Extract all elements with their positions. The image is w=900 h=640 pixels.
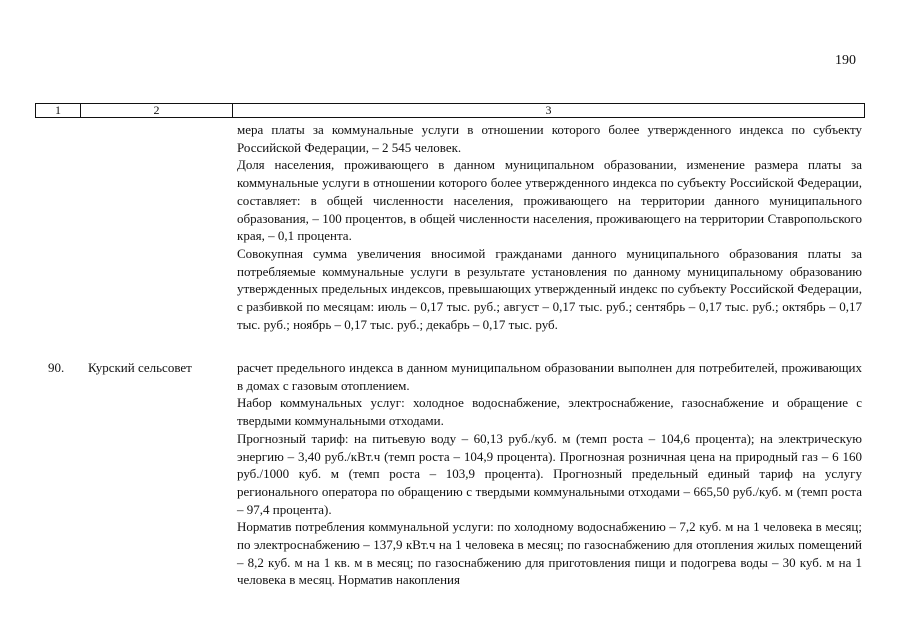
paragraph: мера платы за коммунальные услуги в отношении которого более утвержденного индекса по субъекту Российской Федерации, – 2 545 человек. — [237, 122, 862, 155]
table-header-row — [35, 103, 865, 118]
table-header-col-3: 3 — [545, 103, 552, 117]
paragraph: расчет предельного индекса в данном муниципальном образовании выполнен для потребителей, проживающих в домах с газовым отоплением. — [237, 360, 862, 393]
municipality-name: Курский сельсовет — [88, 360, 192, 375]
table-header-col-1: 1 — [36, 104, 81, 117]
paragraph: Норматив потребления коммунальной услуги: по холодному водоснабжению – 7,2 куб. м на 1 человека в месяц; по электроснабжению – 137,9 кВт.ч на 1 человека в месяц; по газоснабжению для отопления жилых помещений – 8,2 куб. м на 1 кв. м в месяц; по газоснабжению для приготовления пищи и подогрева воды – 30 куб. м на 1 человека в месяц. Норматив накопления — [237, 519, 862, 588]
paragraph: Совокупная сумма увеличения вносимой гражданами данного муниципального образования платы за потребляемые коммунальные услуги в результате установления по данному муниципальному образованию утвержденных предельных индексов, превышающих утвержденный индекс по субъекту Российской Федерации, с разбивкой по месяцам: июль – 0,17 тыс. руб.; август – 0,17 тыс. руб.; сентябрь – 0,17 тыс. руб.; октябрь – 0,17 тыс. руб.; ноябрь – 0,17 тыс. руб.; декабрь – 0,17 тыс. руб. — [237, 245, 862, 332]
paragraph: Доля населения, проживающего в данном муниципальном образовании, изменение размера платы за коммунальные услуги в отношении которого более утвержденного индекса по субъекту Российской Федерации, составляет: в общей численности населения, проживающего на территории данного муниципального образования, – 100 процентов, в общей численности населения, проживающего на территории Ставропольского края, – 0,1 процента. — [237, 157, 862, 244]
page-number: 190 — [835, 53, 856, 68]
table-header-col-2: 2 — [81, 104, 233, 117]
paragraph: Прогнозный тариф: на питьевую воду – 60,13 руб./куб. м (темп роста – 104,6 процента); на электрическую энергию – 3,40 руб./кВт.ч (темп роста – 104,9 процента). Прогнозная розничная цена на природный газ – 6 160 руб./1000 куб. м (темп роста – 103,9 процента). Прогнозный предельный единый тариф на услугу регионального оператора по обращению с твердыми коммунальными отходами – 665,50 руб./куб. м (темп роста – 97,4 процента). — [237, 430, 862, 517]
paragraph: Набор коммунальных услуг: холодное водоснабжение, электроснабжение, газоснабжение и обращение с твердыми коммунальными отходами. — [237, 395, 862, 429]
continued-cell-text — [237, 121, 862, 333]
row-number: 90. — [48, 360, 65, 375]
row-description — [237, 359, 862, 589]
